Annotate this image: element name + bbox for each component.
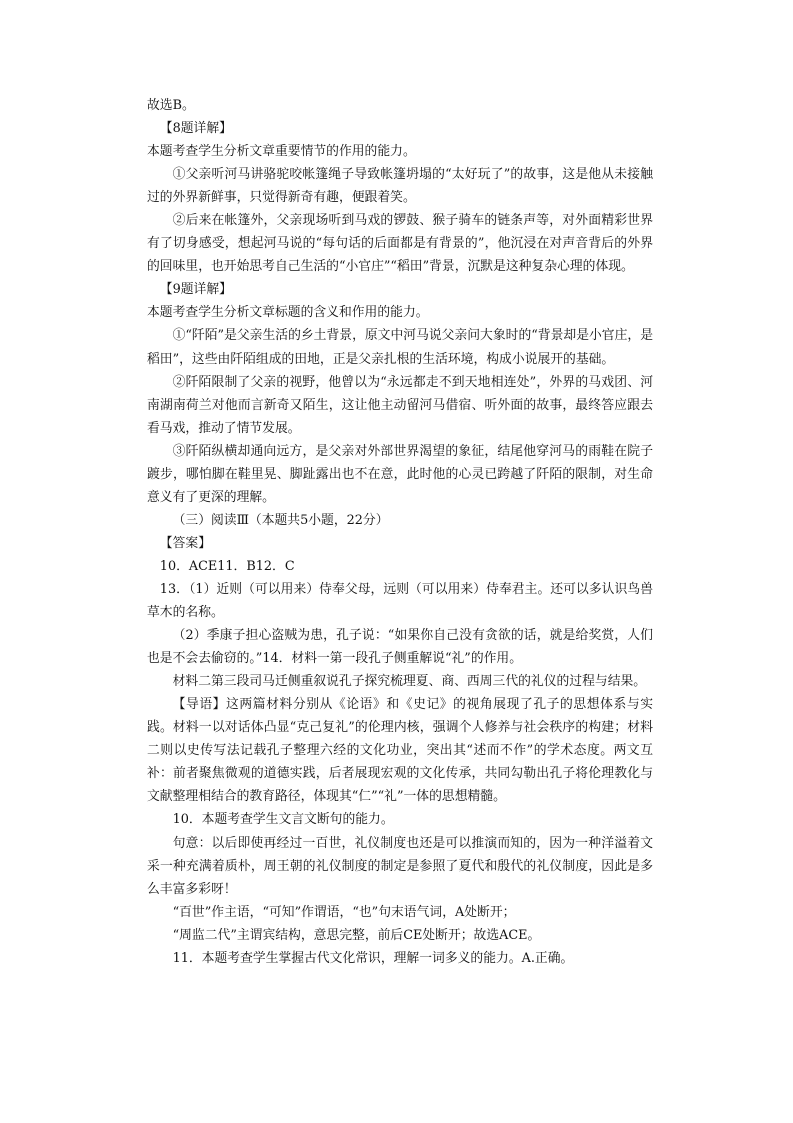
paragraph: ①父亲听河马讲骆驼咬帐篷绳子导致帐篷坍塌的“太好玩了”的故事，这是他从未接触过的外界新鲜事，只觉得新奇有趣，便跟着笑。 (147, 167, 653, 206)
paragraph: （2）季康子担心盗贼为患，孔子说：“如果你自己没有贪欲的话，就是给奖赏，人们也是不会去偷窃的。”14．材料一第一段孔子侧重解说“礼”的作用。 (147, 628, 653, 667)
paragraph: 句意：以后即使再经过一百世，礼仪制度也还是可以推演而知的，因为一种洋溢着文采一种充满着质朴，周王朝的礼仪制度的制定是参照了夏代和殷代的礼仪制度，因此是多么丰富多彩呀！ (147, 835, 653, 897)
paragraph: 本题考查学生分析文章标题的含义和作用的能力。 (147, 305, 429, 321)
paragraph: ①“阡陌”是父亲生活的乡土背景，原文中河马说父亲问大象时的“背景却是小官庄，是稻田”，这些由阡陌组成的田地，正是父亲扎根的生活环境，构成小说展开的基础。 (147, 328, 653, 367)
answer-heading: 【答案】 (159, 535, 211, 551)
paragraph: 本题考查学生分析文章重要情节的作用的能力。 (147, 144, 416, 160)
paragraph: 13．（1）近则（可以用来）侍奉父母，远则（可以用来）侍奉君主。还可以多认识鸟兽草木的名称。 (147, 581, 653, 621)
paragraph: 【导语】这两篇材料分别从《论语》和《史记》的视角展现了孔子的思想体系与实践。材料一以对话体凸显“克己复礼”的伦理内核，强调个人修养与社会秩序的构建；材料二则以史传写法记载孔子整理六经的文化功业，突出其“述而不作”的学术态度。两文互补：前者聚焦微观的道德实践，后者展现宏观的文化传承，共同勾勒出孔子将伦理教化与文献整理相结合的教育路径，体现其“仁”“礼”一体的思想精髓。 (147, 697, 653, 805)
paragraph: 11．本题考查学生掌握古代文化常识，理解一词多义的能力。A.正确。 (172, 950, 574, 966)
section-heading-q8: 【8题详解】 (159, 121, 232, 137)
paragraph: 故选B。 (147, 98, 195, 113)
paragraph: 10．本题考查学生文言文断句的能力。 (172, 812, 394, 828)
paragraph: “百世”作主语，“可知”作谓语，“也”句末语气词，A处断开； (172, 904, 516, 920)
section-heading-q9: 【9题详解】 (159, 282, 232, 298)
paragraph: ②阡陌限制了父亲的视野，他曾以为“永远都走不到天地相连处”，外界的马戏团、河南湖南荷兰对他而言新奇又陌生，这让他主动留河马借宿、听外面的故事，最终答应跟去看马戏，推动了情节发展。 (147, 374, 653, 436)
answer-explanation-body (147, 94, 653, 970)
paragraph: ②后来在帐篷外，父亲现场听到马戏的锣鼓、猴子骑车的链条声等，对外面精彩世界有了切身感受，想起河马说的“每句话的后面都是有背景的”，他沉浸在对声音背后的外界的回味里，也开始思考自己生活的“小官庄”“稻田”背景，沉默是这种复杂心理的体现。 (147, 213, 653, 275)
paragraph: “周监二代”主谓宾结构，意思完整，前后CE处断开；故选ACE。 (172, 927, 541, 943)
paragraph: 材料二第三段司马迁侧重叙说孔子探究梳理夏、商、西周三代的礼仪的过程与结果。 (172, 674, 647, 690)
paragraph: ③阡陌纵横却通向远方，是父亲对外部世界渴望的象征，结尾他穿河马的雨鞋在院子踱步，哪怕脚在鞋里晃、脚趾露出也不在意，此时他的心灵已跨越了阡陌的限制，对生命意义有了更深的理解。 (147, 443, 653, 505)
section-heading-reading-3: （三）阅读Ⅲ（本题共5小题，22分） (172, 512, 389, 528)
answer-key-line: 10．ACE11．B12．C (159, 558, 295, 574)
